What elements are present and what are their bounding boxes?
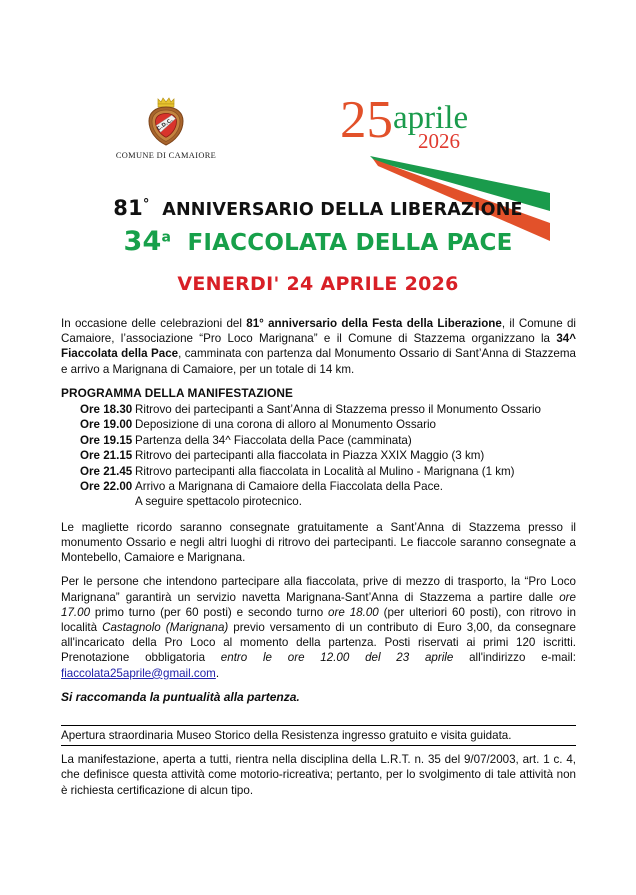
programme-time: Ore 21.45 bbox=[80, 464, 133, 478]
shuttle-paragraph bbox=[61, 574, 576, 680]
programme-row bbox=[61, 464, 576, 479]
shuttle-location: Castagnolo (Marignana) bbox=[102, 621, 229, 635]
anniversary-heading bbox=[0, 196, 636, 220]
shuttle-c: (per ulteriori 60 posti), con ritrovo in località bbox=[61, 605, 576, 635]
coat-of-arms-icon bbox=[143, 94, 189, 148]
logo-year: 2026 bbox=[418, 129, 460, 153]
intro-bold-2: 34^ Fiaccolata della Pace bbox=[61, 332, 576, 361]
shuttle-f: . bbox=[215, 666, 220, 680]
programme-row bbox=[61, 479, 576, 510]
edition-ordinal: a bbox=[161, 229, 172, 246]
poster-header bbox=[0, 0, 636, 178]
event-date: VENERDI' 24 APRILE 2026 bbox=[177, 273, 459, 295]
museum-text: Apertura straordinaria Museo Storico della Resistenza ingresso gratuito e visita guidata. bbox=[61, 729, 512, 743]
programme-title: PROGRAMMA DELLA MANIFESTAZIONE bbox=[61, 385, 293, 400]
anniversary-text: ANNIVERSARIO DELLA LIBERAZIONE bbox=[162, 200, 523, 220]
programme-row bbox=[61, 433, 576, 448]
programme-desc-extra: A seguire spettacolo pirotecnico. bbox=[135, 495, 302, 509]
shuttle-e: all'indirizzo e-mail: bbox=[453, 651, 576, 665]
programme-time: Ore 19.00 bbox=[80, 418, 133, 432]
svg-text:C.D.C.: C.D.C. bbox=[155, 117, 175, 133]
shuttle-time-1: ore 17.00 bbox=[61, 590, 576, 619]
museum-notice bbox=[61, 725, 576, 746]
programme-time: Ore 18.30 bbox=[80, 403, 133, 417]
logo-25-aprile bbox=[340, 91, 560, 174]
intro-c: , il Comune di Camaiore, l’associazione “Pro Loco Marignana” e il Comune di Stazzema organizzano la bbox=[61, 317, 576, 346]
edition-text: FIACCOLATA DELLA PACE bbox=[187, 230, 513, 256]
shuttle-time-2: ore 18.00 bbox=[328, 605, 379, 619]
programme-desc: Deposizione di una corona di alloro al Monumento Ossario bbox=[135, 418, 436, 432]
edition-number: 34 bbox=[123, 226, 162, 257]
edition-heading bbox=[0, 226, 636, 257]
programme-desc: Ritrovo partecipanti alla fiaccolata in Località al Mulino - Marignana (1 km) bbox=[135, 464, 515, 478]
shuttle-b: primo turno (per 60 posti) e secondo turno bbox=[90, 605, 329, 619]
programme-desc-main: Arrivo a Marignana di Camaiore della Fiaccolata della Pace. bbox=[135, 480, 444, 494]
punctuality-note: Si raccomanda la puntualità alla partenza. bbox=[61, 689, 300, 704]
programme-time: Ore 21.15 bbox=[80, 449, 133, 463]
shuttle-d: previo versamento di un contributo di Euro 3,00, da consegnare all'incaricato della Pro Loco al momento della partenza. Posti riservati ai primi 120 iscritti. Prenotazione obbligatoria bbox=[61, 621, 576, 665]
anniversary-number: 81 bbox=[113, 196, 143, 220]
logo-month: aprile bbox=[393, 100, 469, 136]
programme-desc: Ritrovo dei partecipanti alla fiaccolata in Piazza XXIX Maggio (3 km) bbox=[135, 449, 485, 463]
email-link[interactable]: fiaccolata25aprile@gmail.com bbox=[61, 666, 216, 680]
intro-d: , camminata con partenza dal Monumento Ossario di Sant’Anna di Stazzema e arrivo a Marignana di Camaiore, per un totale di 14 km. bbox=[61, 347, 576, 376]
poster-body bbox=[61, 316, 576, 809]
intro-a: In occasione delle celebrazioni del bbox=[61, 317, 247, 330]
title-block bbox=[0, 196, 636, 295]
anniversary-degree: ° bbox=[142, 197, 150, 213]
intro-bold-1: 81° anniversario della Festa della Liberazione bbox=[246, 317, 502, 330]
shirts-paragraph: Le magliette ricordo saranno consegnate gratuitamente a Sant’Anna di Stazzema presso il monumento Ossario e negli altri luoghi di ritrovo dei partecipanti. Le fiaccole saranno consegnate a Montebello, Camaiore e Marignana. bbox=[61, 520, 576, 565]
programme-time: Ore 22.00 bbox=[80, 480, 133, 494]
programme-row bbox=[61, 402, 576, 417]
programme-desc: Ritrovo dei partecipanti a Sant’Anna di Stazzema presso il Monumento Ossario bbox=[135, 403, 541, 417]
programme-desc: Partenza della 34^ Fiaccolata della Pace (camminata) bbox=[135, 433, 412, 447]
legal-notice: La manifestazione, aperta a tutti, rientra nella disciplina della L.R.T. n. 35 del 9/07/2003, art. 1 c. 4, che definisce questa attività come motorio-ricreativa; pertanto, per lo svolgimento di tale attività non è richiesta certificazione di alcun tipo. bbox=[61, 753, 576, 797]
programme-row bbox=[61, 417, 576, 432]
programme-list bbox=[61, 402, 576, 510]
programme-row bbox=[61, 448, 576, 463]
comune-crest-block bbox=[96, 94, 236, 160]
shuttle-a: Per le persone che intendono partecipare alla fiaccolata, prive di mezzo di trasporto, la “Pro Loco Marignana” garantirà un servizio navetta Marignana-Sant’Anna di Stazzema a partire dalle bbox=[61, 575, 576, 604]
logo-day: 25 bbox=[340, 91, 393, 149]
programme-time: Ore 19.15 bbox=[80, 433, 133, 447]
programme-desc bbox=[135, 479, 576, 510]
shuttle-deadline: entro le ore 12.00 del 23 aprile bbox=[220, 651, 454, 665]
comune-label: COMUNE DI CAMAIORE bbox=[115, 151, 217, 160]
intro-paragraph bbox=[61, 316, 576, 377]
